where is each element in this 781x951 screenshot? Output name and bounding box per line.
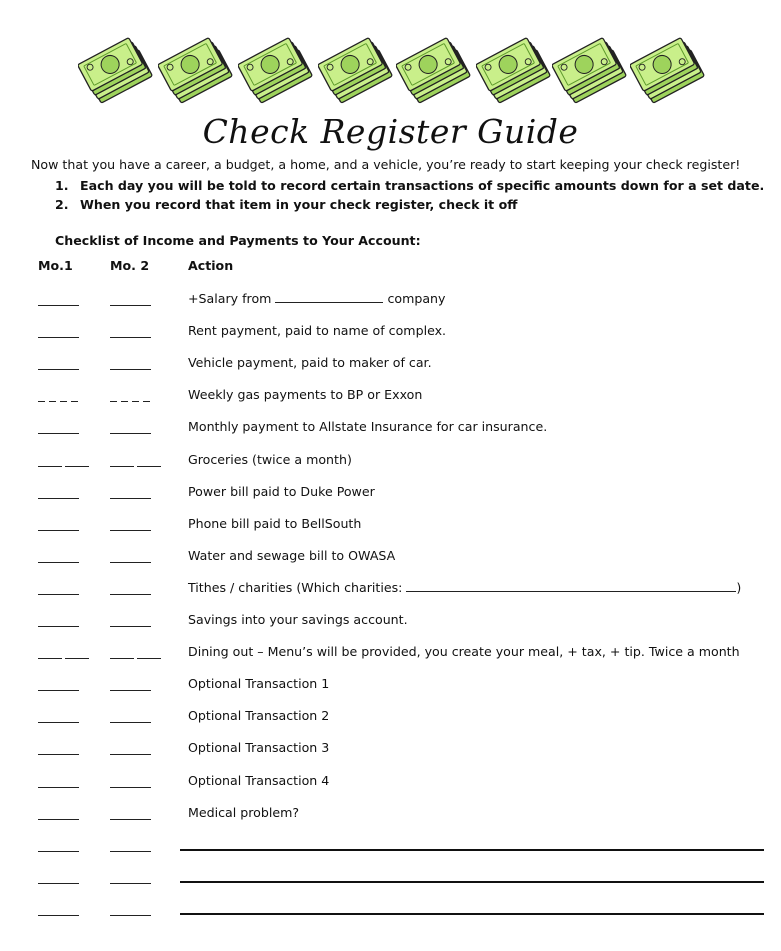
check-blank[interactable]	[38, 498, 79, 499]
check-blank[interactable]	[137, 466, 161, 467]
checklist-row	[0, 322, 781, 354]
action-label: Optional Transaction 3	[188, 740, 330, 756]
checklist-row	[0, 547, 781, 579]
check-blank[interactable]	[65, 466, 89, 467]
check-blank[interactable]	[110, 787, 151, 788]
action-text	[188, 643, 740, 661]
action-label: Optional Transaction 1	[188, 676, 330, 692]
action-header: Action	[188, 258, 234, 273]
check-blank[interactable]	[38, 722, 79, 723]
check-blank[interactable]	[38, 562, 79, 563]
checklist-row	[0, 868, 781, 900]
check-blank[interactable]	[110, 754, 151, 755]
check-blank[interactable]	[110, 819, 151, 820]
check-blank[interactable]	[38, 915, 79, 916]
checklist-row	[0, 579, 781, 611]
action-text	[188, 707, 329, 725]
check-blank[interactable]	[110, 851, 151, 852]
checklist-row	[0, 772, 781, 804]
check-blank[interactable]	[110, 883, 151, 884]
money-stack-icon	[630, 28, 708, 114]
checklist-row	[0, 739, 781, 771]
check-blank[interactable]	[38, 658, 62, 659]
check-blank[interactable]	[132, 401, 139, 402]
check-blank[interactable]	[71, 401, 78, 402]
action-label: Groceries (twice a month)	[188, 451, 352, 467]
month1-header: Mo.1	[38, 258, 73, 273]
action-label-suffix: )	[736, 579, 742, 595]
checklist-row	[0, 354, 781, 386]
check-blank[interactable]	[110, 466, 134, 467]
action-label-suffix: company	[383, 291, 446, 306]
month2-header: Mo. 2	[110, 258, 150, 273]
money-stack-icon	[238, 28, 316, 114]
money-stack-icon	[396, 28, 474, 114]
instruction-item	[55, 195, 764, 214]
checklist-row	[0, 707, 781, 739]
action-text	[188, 772, 329, 790]
action-label: Rent payment, paid to name of complex.	[188, 323, 447, 339]
action-text	[188, 483, 375, 501]
check-blank[interactable]	[38, 305, 79, 306]
checklist-title: Checklist of Income and Payments to Your Account:	[55, 233, 421, 248]
check-blank[interactable]	[143, 401, 150, 402]
check-blank[interactable]	[110, 658, 134, 659]
page-title: Check Register Guide	[202, 112, 579, 151]
action-text	[188, 611, 408, 629]
checklist-row	[0, 900, 781, 932]
action-label: Vehicle payment, paid to maker of car.	[188, 355, 432, 371]
checklist-row	[0, 451, 781, 483]
action-label: Dining out – Menu’s will be provided, you create your meal, + tax, + tip. Twice a month	[188, 644, 740, 660]
fill-in-blank[interactable]	[275, 291, 383, 303]
checklist-row	[0, 290, 781, 322]
check-blank[interactable]	[110, 433, 151, 434]
instruction-text: When you record that item in your check register, check it off	[80, 197, 518, 212]
instruction-text: Each day you will be told to record certain transactions of specific amounts down for a set date.	[80, 178, 765, 193]
checklist-row	[0, 483, 781, 515]
check-blank[interactable]	[38, 626, 79, 627]
action-label: Optional Transaction 4	[188, 772, 330, 788]
check-blank[interactable]	[110, 626, 151, 627]
action-label: Power bill paid to Duke Power	[188, 483, 375, 499]
checklist-row	[0, 675, 781, 707]
check-blank[interactable]	[110, 401, 117, 402]
check-blank[interactable]	[38, 787, 79, 788]
check-blank[interactable]	[38, 530, 79, 531]
money-stack-icon	[552, 28, 630, 114]
check-blank[interactable]	[60, 401, 67, 402]
money-stack-icon	[78, 28, 156, 114]
check-blank[interactable]	[38, 401, 45, 402]
money-decoration-strip	[78, 28, 708, 118]
action-text	[188, 739, 329, 757]
check-blank[interactable]	[110, 690, 151, 691]
check-blank[interactable]	[137, 658, 161, 659]
fill-in-blank[interactable]	[406, 580, 736, 592]
instruction-item	[55, 176, 764, 195]
action-text	[188, 547, 395, 565]
check-blank[interactable]	[38, 851, 79, 852]
action-label: Water and sewage bill to OWASA	[188, 547, 396, 563]
checklist-row	[0, 515, 781, 547]
action-text	[188, 675, 329, 693]
check-blank[interactable]	[38, 337, 79, 338]
check-blank[interactable]	[38, 883, 79, 884]
check-blank[interactable]	[110, 305, 151, 306]
check-blank[interactable]	[110, 369, 151, 370]
checklist-row	[0, 804, 781, 836]
check-blank[interactable]	[38, 369, 79, 370]
check-blank[interactable]	[110, 530, 151, 531]
write-in-line[interactable]	[180, 913, 764, 915]
check-blank[interactable]	[38, 466, 62, 467]
check-blank[interactable]	[49, 401, 56, 402]
action-text	[188, 418, 547, 436]
check-blank[interactable]	[110, 915, 151, 916]
action-text	[188, 386, 422, 404]
action-label: +Salary from	[188, 291, 276, 306]
action-text	[188, 322, 446, 340]
write-in-line[interactable]	[180, 881, 764, 883]
action-label: Phone bill paid to BellSouth	[188, 515, 362, 531]
check-blank[interactable]	[110, 722, 151, 723]
money-stack-icon	[158, 28, 236, 114]
check-blank[interactable]	[110, 498, 151, 499]
check-blank[interactable]	[38, 433, 79, 434]
action-label: Tithes / charities (Which charities:	[188, 579, 407, 595]
checklist-row	[0, 836, 781, 868]
intro-text: Now that you have a career, a budget, a home, and a vehicle, you’re ready to start keeping your check register!	[31, 157, 741, 172]
write-in-line[interactable]	[180, 849, 764, 851]
action-label: Optional Transaction 2	[188, 708, 330, 724]
action-label: Weekly gas payments to BP or Exxon	[188, 387, 423, 403]
checklist-row	[0, 643, 781, 675]
action-text	[188, 354, 432, 372]
check-blank[interactable]	[38, 819, 79, 820]
action-label: Medical problem?	[188, 804, 300, 820]
check-blank[interactable]	[38, 754, 79, 755]
action-label: Monthly payment to Allstate Insurance for car insurance.	[188, 419, 548, 435]
action-text	[188, 515, 361, 533]
check-blank[interactable]	[65, 658, 89, 659]
action-label: Savings into your savings account.	[188, 612, 408, 627]
instruction-number: 1.	[55, 178, 69, 193]
action-text	[188, 579, 741, 597]
money-stack-icon	[318, 28, 396, 114]
checklist-row	[0, 418, 781, 450]
action-text	[188, 804, 299, 822]
check-blank[interactable]	[110, 594, 151, 595]
action-text	[188, 290, 445, 308]
check-blank[interactable]	[110, 562, 151, 563]
instructions-list	[55, 176, 764, 214]
checklist-row	[0, 611, 781, 643]
checklist-row	[0, 386, 781, 418]
money-stack-icon	[476, 28, 554, 114]
check-blank[interactable]	[110, 337, 151, 338]
action-text	[188, 451, 352, 469]
check-blank[interactable]	[121, 401, 128, 402]
check-blank[interactable]	[38, 690, 79, 691]
instruction-number: 2.	[55, 197, 69, 212]
check-blank[interactable]	[38, 594, 79, 595]
